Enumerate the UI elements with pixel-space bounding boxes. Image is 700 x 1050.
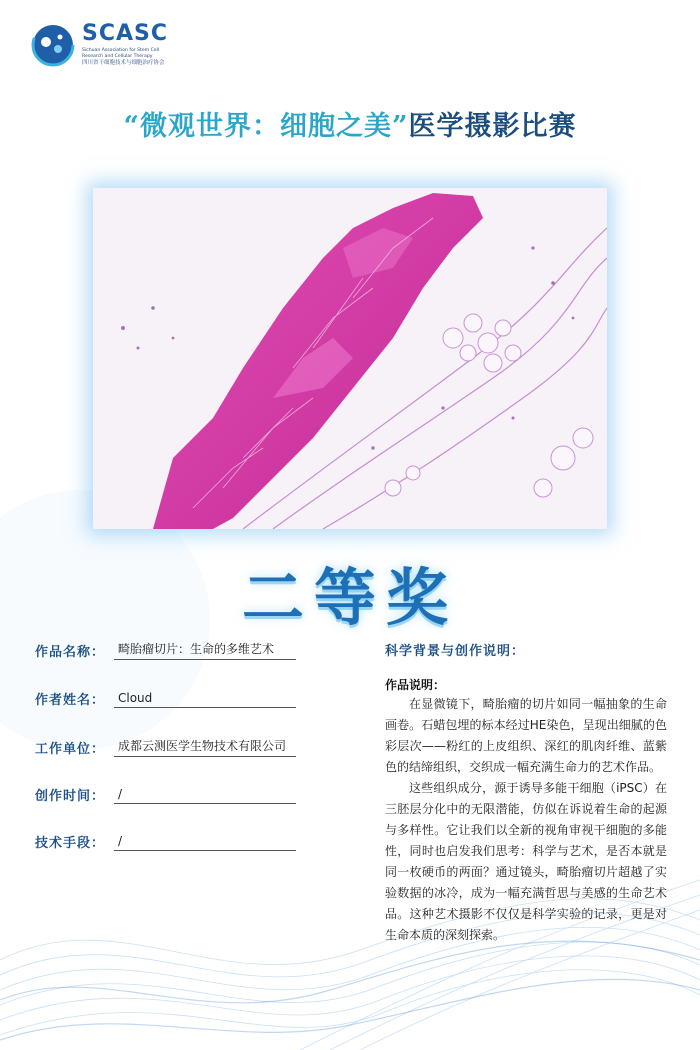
field-label: 作者姓名： [35, 693, 106, 708]
teratoma-micrograph [93, 188, 607, 529]
award-level: 二等奖 [241, 561, 458, 634]
field-value: Cloud [114, 691, 296, 708]
field-value: / [114, 834, 296, 851]
field-label: 技术手段： [35, 836, 106, 851]
field-technique [35, 832, 296, 851]
field-value: / [114, 787, 296, 804]
scasc-logo-icon [30, 22, 76, 68]
photo-frame [93, 188, 607, 529]
field-creation-time [35, 785, 296, 804]
title-quote: “微观世界：细胞之美” [123, 111, 409, 142]
field-author [35, 689, 296, 708]
field-label: 工作单位： [35, 742, 106, 757]
logo-subtitle-cn: 四川省干细胞技术与细胞治疗协会 [82, 60, 165, 67]
field-title [35, 640, 296, 660]
title-rest: 医学摄影比赛 [408, 111, 577, 142]
competition-title [0, 104, 700, 143]
description-label: 作品说明： [385, 678, 446, 692]
field-organization [35, 737, 296, 757]
description-body [385, 694, 667, 946]
description-paragraph: 在显微镜下，畸胎瘤的切片如同一幅抽象的生命画卷。石蜡包埋的标本经过HE染色，呈现出细腻的色彩层次——粉红的上皮组织、深红的肌肉纤维、蓝紫色的结缔组织，交织成一幅充满生命力的艺术作品。 [385, 697, 667, 774]
field-value: 畸胎瘤切片：生命的多维艺术 [114, 640, 296, 660]
logo-subtitle-en: Sichuan Association for Stem Cell Research and Cellular Therapy [82, 48, 160, 59]
field-value: 成都云测医学生物技术有限公司 [114, 737, 296, 757]
section-heading: 科学背景与创作说明： [385, 644, 526, 659]
description-paragraph: 这些组织成分，源于诱导多能干细胞（iPSC）在三胚层分化中的无限潜能，仿似在诉说着生命的起源与多样性。它让我们以全新的视角审视干细胞的多能性，同时也启发我们思考：科学与艺术，是否本就是同一枚硬币的两面？通过镜头，畸胎瘤切片超越了实验数据的冰冷，成为一幅充满哲思与美感的生命艺术品。这种艺术摄影不仅仅是科学实验的记录，更是对生命本质的深刻探索。 [385, 781, 667, 942]
field-label: 作品名称： [35, 645, 106, 660]
field-label: 创作时间： [35, 789, 106, 804]
organization-logo [30, 22, 168, 68]
logo-name: SCASC [82, 21, 169, 47]
